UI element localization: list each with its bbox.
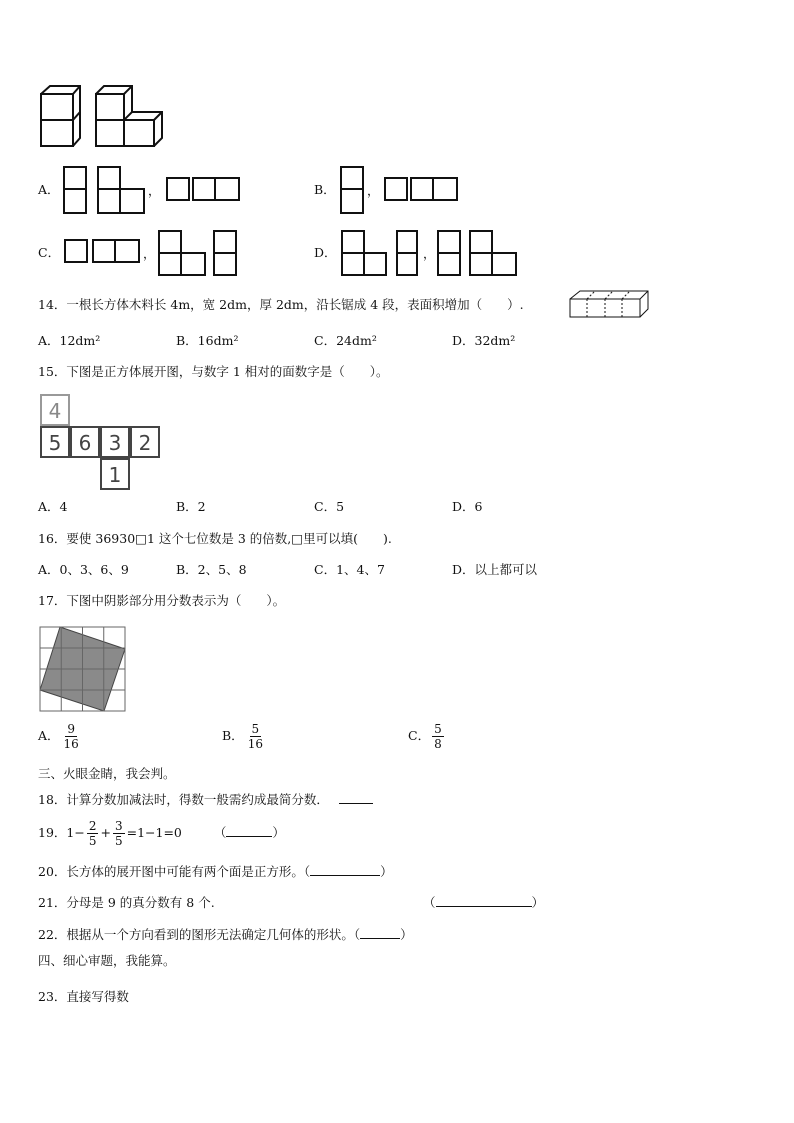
- q18-row: [38, 792, 373, 808]
- q17-option-a-fraction: $\frac{9}{16}$: [63, 722, 79, 751]
- q20-answer-blank[interactable]: [310, 864, 380, 876]
- q13-option-d-view1[interactable]: [341, 230, 423, 278]
- q17-grid-figure: [38, 625, 128, 713]
- q17-option-a-letter: A．: [38, 728, 60, 743]
- q21-paren-close: ）: [531, 895, 545, 910]
- q13-option-d-view2[interactable]: [437, 230, 521, 278]
- q13-option-d-sep: ，: [423, 246, 436, 261]
- q15-text: 15．下图是正方体展开图，与数字 1 相对的面数字是（ ）。: [38, 364, 389, 379]
- q17-option-c-fraction: $\frac{5}{8}$: [434, 722, 442, 751]
- q13-option-c-view2[interactable]: [158, 230, 240, 278]
- q17-option-b[interactable]: [222, 722, 267, 751]
- q18-answer-blank[interactable]: [339, 792, 373, 804]
- q13-option-c-sep: ，: [143, 246, 156, 261]
- q13-option-c-letter: C．: [38, 245, 61, 260]
- q19-answer-blank[interactable]: [226, 825, 272, 837]
- q14-text: 14．一根长方体木料长 4m，宽 2dm，厚 2dm，沿长锯成 4 段，表面积增加（ ）.: [38, 297, 524, 312]
- q22-text: 22．根据从一个方向看到的图形无法确定几何体的形状。（: [38, 927, 361, 942]
- q18-text: 18．计算分数加减法时，得数一般需约成最简分数．: [38, 792, 329, 807]
- section3-heading: 三、火眼金睛，我会判。: [38, 766, 176, 781]
- q22-paren-close: ）: [400, 927, 413, 942]
- q15-net-digit-top: 4: [48, 399, 62, 423]
- q20-text: 20．长方体的展开图中可能有两个面是正方形。（: [38, 864, 311, 879]
- q14-option-b[interactable]: B．16dm²: [176, 333, 239, 348]
- q23-text: 23．直接写得数: [38, 989, 129, 1004]
- q15-option-b[interactable]: B．2: [176, 499, 206, 514]
- q13-option-d-letter: D．: [314, 245, 337, 260]
- q14-option-d[interactable]: D．32dm²: [452, 333, 516, 348]
- q16-option-d[interactable]: D．以上都可以: [452, 562, 538, 577]
- q13-option-a-letter: A．: [38, 182, 60, 197]
- q21-paren-open: （: [423, 895, 436, 910]
- q13-option-b-sep: ，: [367, 183, 380, 198]
- q17-option-b-letter: B．: [222, 728, 244, 743]
- q15-net-digit-4: 2: [138, 431, 152, 455]
- q16-option-b[interactable]: B．2、5、8: [176, 562, 247, 577]
- q15-net-digit-bottom: 1: [108, 463, 122, 487]
- q17-text: 17．下图中阴影部分用分数表示为（ ）。: [38, 593, 286, 608]
- q16-option-c[interactable]: C．1、4、7: [314, 562, 385, 577]
- q13-option-b-view2[interactable]: [384, 177, 460, 203]
- q13-option-a-view2[interactable]: [166, 177, 242, 203]
- q13-option-a-view1[interactable]: [63, 166, 149, 216]
- section4-heading: 四、细心审题，我能算。: [38, 953, 176, 968]
- q15-net-digit-3: 3: [108, 431, 122, 455]
- q22-row: [38, 927, 413, 943]
- q13-option-b-letter: B．: [314, 182, 336, 197]
- q22-answer-blank[interactable]: [360, 927, 400, 939]
- q15-option-a[interactable]: A．4: [38, 499, 68, 514]
- q16-text: 16．要使 36930□1 这个七位数是 3 的倍数,□里可以填( ).: [38, 531, 392, 546]
- q20-paren-close: ）: [380, 864, 393, 879]
- q14-wood-figure: [568, 290, 654, 320]
- q19-paren-close: ）: [272, 825, 285, 840]
- q13-option-c-view1[interactable]: [64, 239, 144, 265]
- q14-option-a[interactable]: A．12dm²: [38, 333, 101, 348]
- q15-net-digit-1: 5: [48, 431, 62, 455]
- q19-suffix: =1−1=0: [126, 825, 182, 840]
- q17-option-c-letter: C．: [408, 728, 431, 743]
- q19-plus: +: [100, 825, 111, 840]
- q14-option-c[interactable]: C．24dm²: [314, 333, 377, 348]
- q17-option-b-fraction: $\frac{5}{16}$: [247, 722, 263, 751]
- q15-option-c[interactable]: C．5: [314, 499, 345, 514]
- q17-option-c[interactable]: [408, 722, 446, 751]
- q21-answer: [423, 895, 544, 911]
- q19-prefix: 19．1−: [38, 825, 85, 840]
- q19-fraction-2: $\frac{3}{5}$: [114, 819, 123, 848]
- q13-option-a-sep: ，: [148, 183, 161, 198]
- q19-row: [38, 818, 285, 848]
- q13-option-b-view1[interactable]: [340, 166, 366, 216]
- q16-option-a[interactable]: A．0、3、6、9: [38, 562, 129, 577]
- q13-solid-figure: [38, 84, 168, 150]
- q21-text: 21．分母是 9 的真分数有 8 个.: [38, 895, 215, 910]
- q15-option-d[interactable]: D．6: [452, 499, 483, 514]
- q19-fraction-1: $\frac{2}{5}$: [88, 819, 97, 848]
- q15-cube-net: [38, 392, 162, 492]
- q19-paren-open: （: [213, 825, 227, 840]
- q20-row: [38, 864, 393, 880]
- q15-net-digit-2: 6: [78, 431, 92, 455]
- q17-option-a[interactable]: [38, 722, 83, 751]
- q21-answer-blank[interactable]: [436, 895, 532, 907]
